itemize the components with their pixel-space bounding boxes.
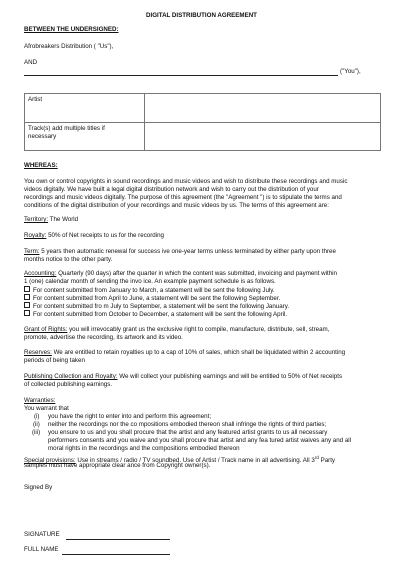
warranty-number: (iii) [32, 429, 41, 436]
full-name-label: FULL NAME [24, 546, 59, 553]
warranties-intro: You warrant that [24, 405, 69, 412]
grant-text: you will irrevocably grant us the exclusive right to compile, manufacture, distribute, sell, stream, [67, 326, 330, 333]
whereas-line: recordings and music videos digitally. The purpose of this agreement (the "Agreement ") is to stipulate the terms and [24, 194, 342, 201]
territory-label: Territory: [24, 216, 49, 223]
warranty-text: you have the right to enter into and perform this agreement; [48, 413, 212, 420]
publishing-text: We will collect your publishing earnings and will be entitled to 50% of Net receipts [117, 373, 343, 380]
warranty-text: you ensure to us and you shall procure that the artist and any featured artist grants to us all necessary [48, 429, 328, 436]
territory-text: The World [48, 216, 79, 223]
schedule-item: For content submitted from October to December, a statement will be sent the following April. [24, 310, 287, 320]
schedule-item: For content submitted from April to June, a statement will be sent the following September. [24, 294, 280, 304]
schedule-item: For content submitted fro m July to September, a statement will be sent the following January. [24, 302, 289, 312]
special-provisions-label: Special provisions: [24, 457, 76, 464]
you-party-blank-line [24, 75, 338, 76]
reserves-label: Reserves: [24, 349, 52, 356]
checkbox-bullet-icon [24, 294, 30, 300]
full-name-line[interactable] [62, 554, 170, 555]
warranties-label: Warranties: [24, 397, 56, 404]
grant-label: Grant of Rights: [24, 326, 68, 333]
term-label: Term: [24, 248, 40, 255]
checkbox-bullet-icon [24, 286, 30, 292]
warranty-number: (ii) [33, 421, 40, 428]
whereas-line: videos digitally. We have built a legal digital distribution network and wish to carry out the distribution of your [24, 186, 319, 193]
tracks-label-line2: necessary [28, 133, 57, 140]
royalty-text: 50% of Net receipts to us for the recording [46, 232, 164, 239]
company-party: Afrobreakers Distribution ( "Us"), [24, 43, 114, 50]
accounting-line2: 1 (one) calendar month of sending the invo ice. An example payment schedule is as follows. [24, 278, 276, 285]
royalty-clause [24, 232, 164, 241]
territory-clause [24, 216, 78, 225]
ordinal-suffix: rd [314, 455, 319, 460]
warranty-text: neither the recordings nor the co mpositions embodied thereon shall infringe the rights of third parties; [48, 421, 327, 428]
signature-label: SIGNATURE [24, 531, 60, 538]
warranty-text: moral rights in the recordings and the compositions embodied thereon [48, 445, 240, 452]
whereas-line: You own or control copyrights in sound recordings and music videos and wish to distribute these recordings and music [24, 178, 348, 185]
warranty-number: (i) [34, 413, 40, 420]
publishing-label: Publishing Collection and Royalty: [24, 373, 118, 380]
publishing-line2: of collected publishing earnings. [24, 381, 113, 388]
schedule-item: For content submitted from January to March, a statement will be sent the following July. [24, 286, 275, 296]
grant-line2: promote, advertise the recording, its artwork and its video. [24, 334, 183, 341]
table-divider-horizontal [25, 122, 380, 123]
artist-tracks-table [24, 93, 381, 151]
accounting-text: Quarterly (90 days) after the quarter in which the content was submitted, invoicing and payment within [56, 270, 337, 277]
term-line2: months notice to the other party. [24, 256, 113, 263]
tracks-label-line1: Track(s) add multiple titles if [28, 125, 105, 132]
signed-by-label: Signed By [24, 484, 53, 491]
whereas-line: conditions of the digital distribution of your recordings and music videos by us. The terms of this agreement are: [24, 202, 329, 209]
document-title: DIGITAL DISTRIBUTION AGREEMENT [146, 12, 257, 19]
parties-heading: BETWEEN THE UNDERSIGNED: [24, 26, 119, 33]
checkbox-bullet-icon [24, 310, 30, 316]
reserves-line2: periods of being taken [24, 357, 85, 364]
whereas-heading: WHEREAS: [24, 162, 58, 169]
you-party-suffix: ("You"), [340, 68, 361, 75]
accounting-label: Accounting: [24, 270, 57, 277]
and-label: AND [24, 59, 38, 66]
special-provisions-text: Use in streams / radio / TV soundbed. Use of Artist / Track name in all advertising. All 3 [75, 457, 315, 464]
special-provisions-text-end: Party [318, 457, 336, 464]
reserves-text: We are entitled to retain royalties up to a cap of 10% of sales, which shall be liquidated within 2 accounting [51, 349, 346, 356]
royalty-label: Royalty: [24, 232, 47, 239]
artist-label: Artist [28, 96, 43, 103]
warranty-text: performers consents and you waive and you shall procure that artist and any fea tured artist waives any and all [48, 437, 352, 444]
signature-line[interactable] [66, 539, 170, 540]
checkbox-bullet-icon [24, 302, 30, 308]
term-text: 5 years then automatic renewal for success ive one-year terms unless terminated by either party upon three [39, 248, 336, 255]
special-provisions-line2: samples must have appropriate clear ance from Copyright owner(s). [24, 462, 211, 469]
